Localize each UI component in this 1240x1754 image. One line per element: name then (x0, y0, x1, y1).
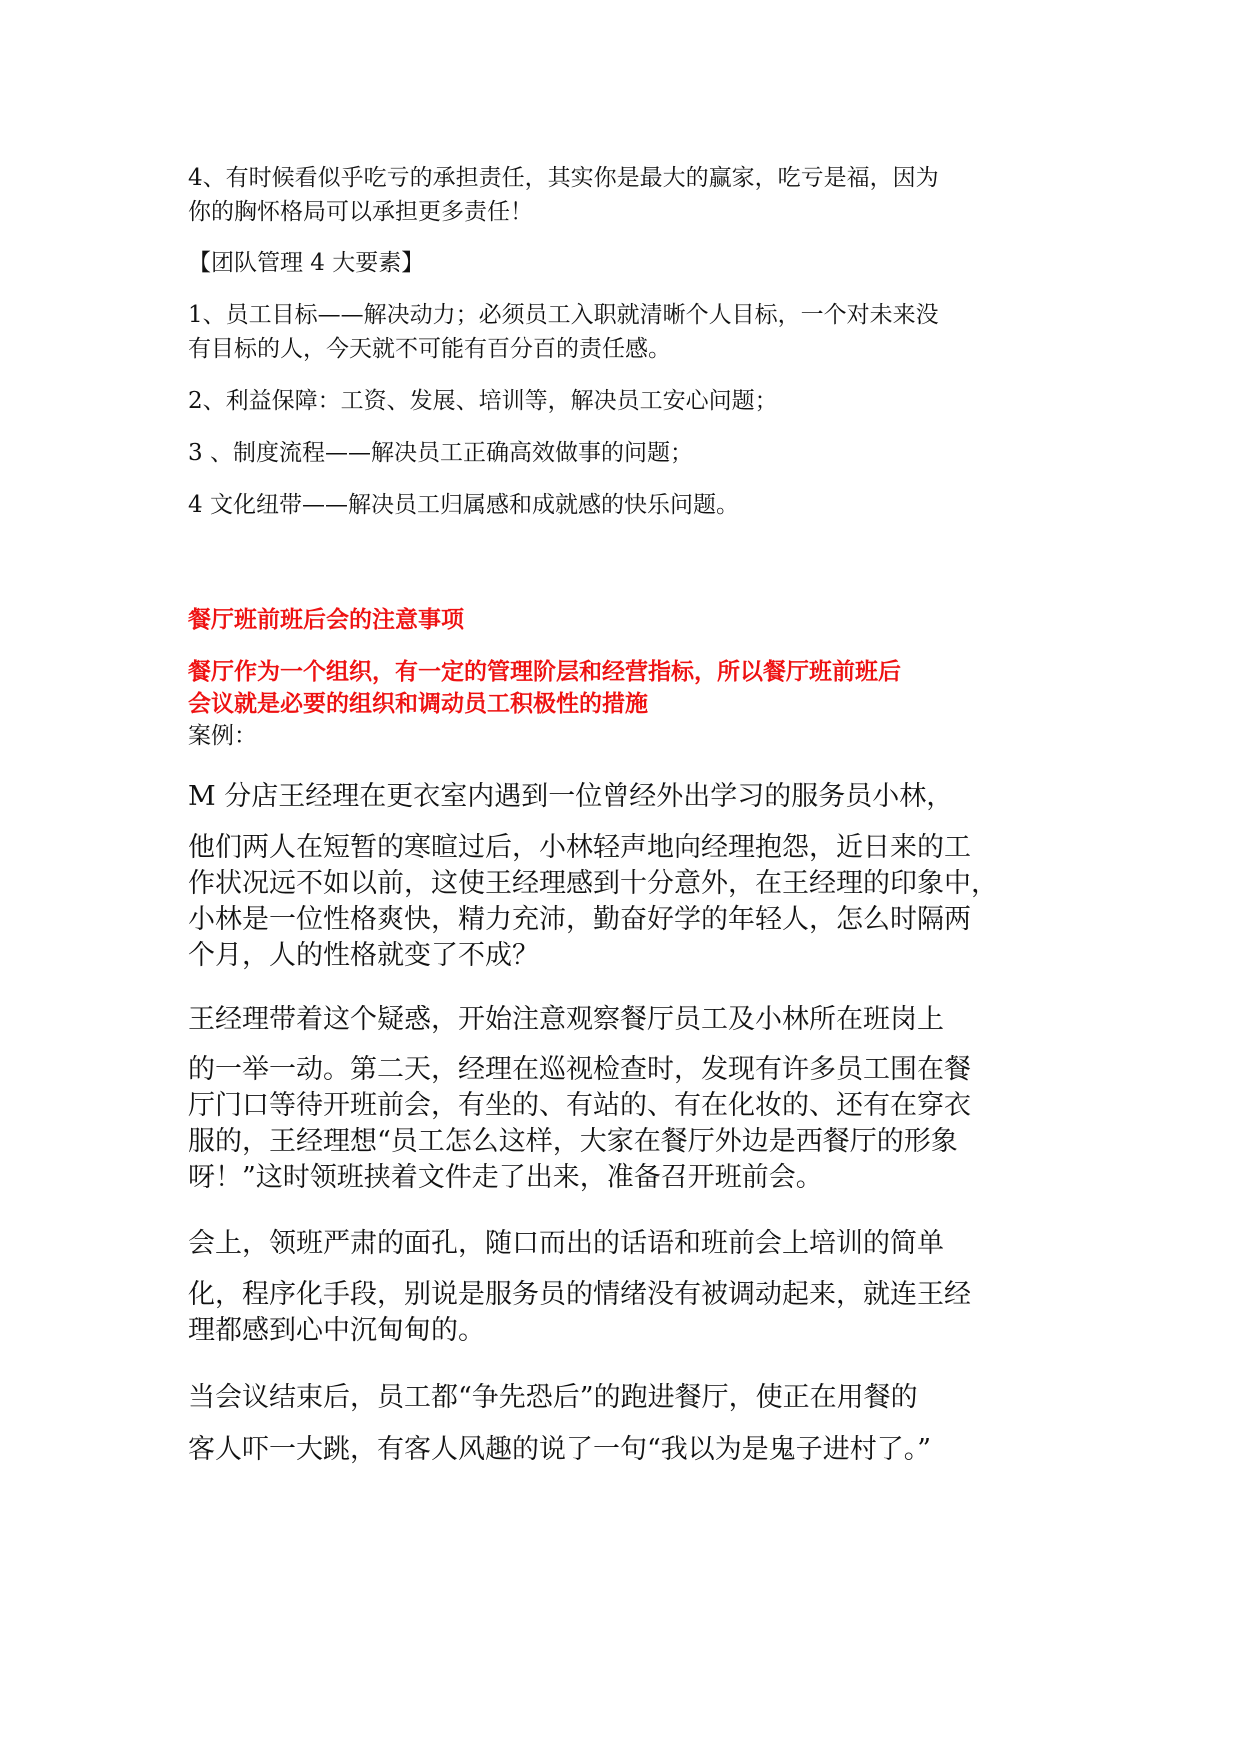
case-p1-line5: 个月，人的性格就变了不成？ (188, 940, 539, 971)
case-p2-line2: 的一举一动。第二天，经理在巡视检查时，发现有许多员工围在餐 (188, 1054, 971, 1085)
case-p2-line4: 服的，王经理想“员工怎么这样，大家在餐厅外边是西餐厅的形象 (188, 1126, 958, 1157)
case-p1-line1: M 分店王经理在更衣室内遇到一位曾经外出学习的服务员小林， (188, 781, 954, 812)
case-p3-line3: 理都感到心中沉甸甸的。 (188, 1315, 485, 1346)
case-p2-line1: 王经理带着这个疑惑，开始注意观察餐厅员工及小林所在班岗上 (188, 1004, 944, 1035)
team-item4: 4 文化纽带——解决员工归属感和成就感的快乐问题。 (188, 492, 739, 518)
case-p3-line2: 化，程序化手段，别说是服务员的情绪没有被调动起来，就连王经 (188, 1279, 971, 1310)
team-item1-line2: 有目标的人，今天就不可能有百分百的责任感。 (188, 336, 671, 362)
case-p1-line4: 小林是一位性格爽快，精力充沛，勤奋好学的年轻人，怎么时隔两 (188, 904, 971, 935)
case-label: 案例： (188, 723, 257, 749)
intro-item4-line1: 4、有时候看似乎吃亏的承担责任，其实你是最大的赢家，吃亏是福，因为 (188, 165, 939, 191)
intro-item4-line2: 你的胸怀格局可以承担更多责任！ (188, 199, 533, 225)
section-title: 餐厅班前班后会的注意事项 (188, 606, 464, 633)
case-p4-line2: 客人吓一大跳，有客人风趣的说了一句“我以为是鬼子进村了。” (188, 1434, 932, 1465)
case-p2-line3: 厅门口等待开班前会，有坐的、有站的、有在化妆的、还有在穿衣 (188, 1090, 971, 1121)
case-p1-line3: 作状况远不如以前，这使王经理感到十分意外，在王经理的印象中， (188, 868, 998, 899)
case-p3-line1: 会上，领班严肃的面孔，随口而出的话语和班前会上培训的简单 (188, 1228, 944, 1259)
case-p2-line5: 呀！”这时领班挟着文件走了出来，准备召开班前会。 (188, 1162, 823, 1193)
section-lead-line2: 会议就是必要的组织和调动员工积极性的措施 (188, 690, 648, 717)
team-heading: 【团队管理 4 大要素】 (188, 250, 425, 276)
team-item2: 2、利益保障：工资、发展、培训等，解决员工安心问题； (188, 388, 778, 414)
case-p1-line2: 他们两人在短暂的寒暄过后，小林轻声地向经理抱怨，近日来的工 (188, 832, 971, 863)
team-item3: 3 、制度流程——解决员工正确高效做事的问题； (188, 440, 693, 466)
case-p4-line1: 当会议结束后，员工都“争先恐后”的跑进餐厅，使正在用餐的 (188, 1382, 918, 1413)
team-item1-line1: 1、员工目标——解决动力；必须员工入职就清晰个人目标，一个对未来没 (188, 302, 939, 328)
section-lead-line1: 餐厅作为一个组织，有一定的管理阶层和经营指标，所以餐厅班前班后 (188, 658, 901, 685)
